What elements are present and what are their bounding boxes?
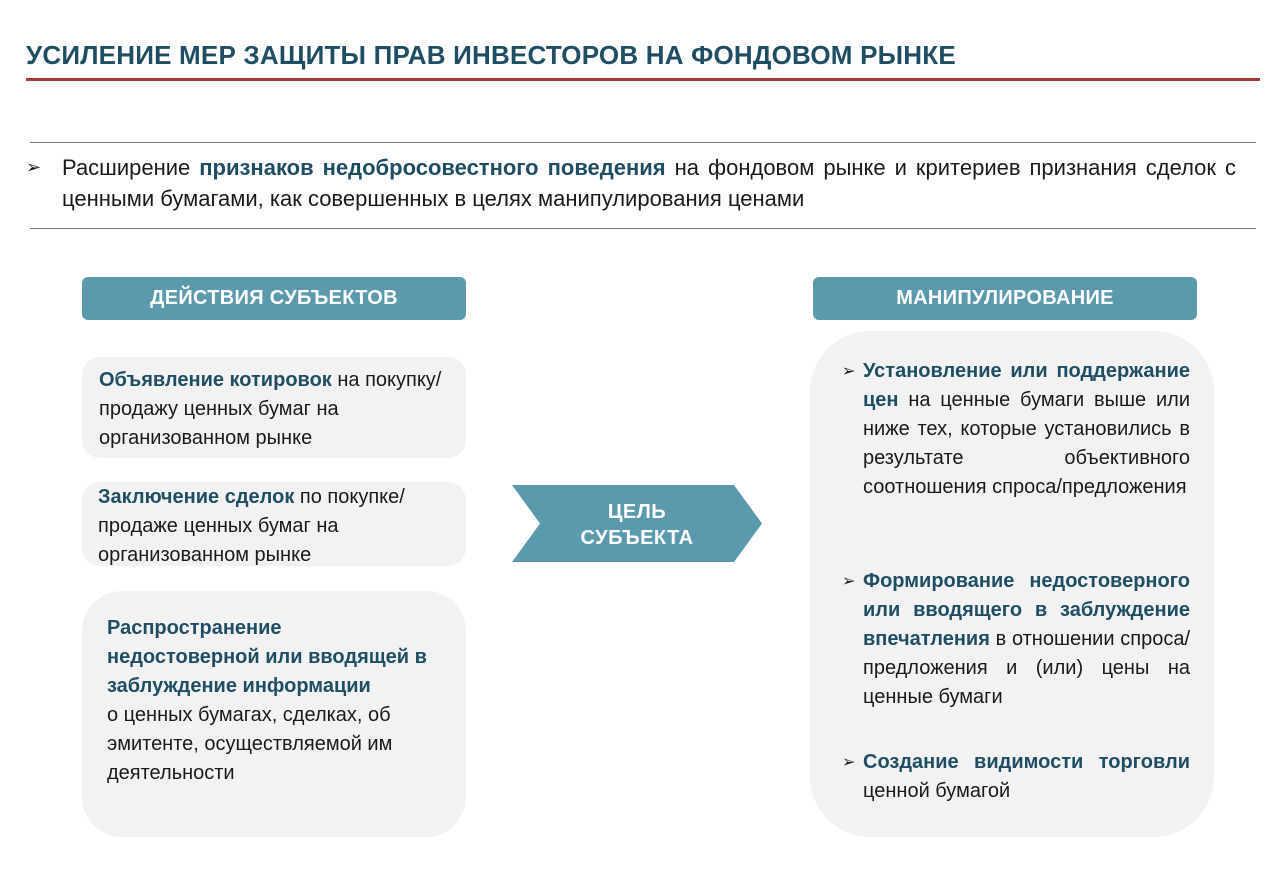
action-description: на покупку/продажу ценных бумаг на организованном рынке <box>99 369 442 449</box>
manipulation-text <box>863 357 1190 502</box>
manipulation-description: ценной бумагой <box>863 780 1011 802</box>
intro-statement <box>26 152 1237 214</box>
goal-label-line2: СУБЪЕКТА <box>580 527 694 549</box>
action-title: Распространение недостоверной или вводящей в заблуждение информации <box>107 617 427 697</box>
bullet-arrow-icon: ➢ <box>842 573 856 590</box>
manipulation-title: Создание видимости торговли <box>863 751 1190 773</box>
manipulation-text <box>863 567 1190 712</box>
manipulation-item <box>842 357 1190 502</box>
manipulation-text <box>863 748 1190 806</box>
intro-text-highlight: признаков недобросовестного поведения <box>199 155 666 180</box>
action-text <box>99 366 459 453</box>
action-description: о ценных бумагах, сделках, об эмитенте, осуществляемой им деятельности <box>107 704 393 784</box>
goal-label <box>548 499 726 551</box>
action-box-quotes <box>82 357 466 458</box>
action-title: Объявление котировок <box>99 369 332 391</box>
bullet-arrow-icon: ➢ <box>842 363 856 380</box>
action-title: Заключение сделок <box>98 486 295 508</box>
action-text <box>98 483 458 570</box>
action-description: по покупке/продаже ценных бумаг на организованном рынке <box>98 486 405 566</box>
manipulation-header: МАНИПУЛИРОВАНИЕ <box>813 277 1197 320</box>
action-box-deals <box>82 482 466 566</box>
action-box-disinformation <box>82 591 466 837</box>
goal-label-line1: ЦЕЛЬ <box>607 501 667 523</box>
intro-text <box>62 152 1236 214</box>
intro-text-part2: на фондовом рынке и критериев признания сделок с ценными бумагами, как совершенных в целях манипулирования ценами <box>62 155 1237 211</box>
manipulation-item <box>842 567 1190 712</box>
manipulation-title: Формирование недостоверного или вводящего в заблуждение впечатления <box>863 570 1190 650</box>
intro-top-divider <box>30 142 1256 143</box>
title-underline <box>26 78 1260 81</box>
manipulation-item <box>842 748 1190 806</box>
actions-header: ДЕЙСТВИЯ СУБЪЕКТОВ <box>82 277 466 320</box>
intro-bottom-divider <box>30 228 1256 229</box>
action-text <box>107 614 457 788</box>
bullet-arrow-icon: ➢ <box>26 157 42 177</box>
page-title: УСИЛЕНИЕ МЕР ЗАЩИТЫ ПРАВ ИНВЕСТОРОВ НА ФОНДОВОМ РЫНКЕ <box>26 40 956 70</box>
bullet-arrow-icon: ➢ <box>842 754 856 771</box>
manipulation-description: в отношении спроса/предложения и (или) цены на ценные бумаги <box>863 628 1190 708</box>
manipulation-title: Установление или поддержание цен <box>863 360 1190 411</box>
manipulation-description: на ценные бумаги выше или ниже тех, которые установились в результате объективного соотношения спроса/предложения <box>863 389 1190 498</box>
intro-text-part1: Расширение <box>62 155 200 180</box>
